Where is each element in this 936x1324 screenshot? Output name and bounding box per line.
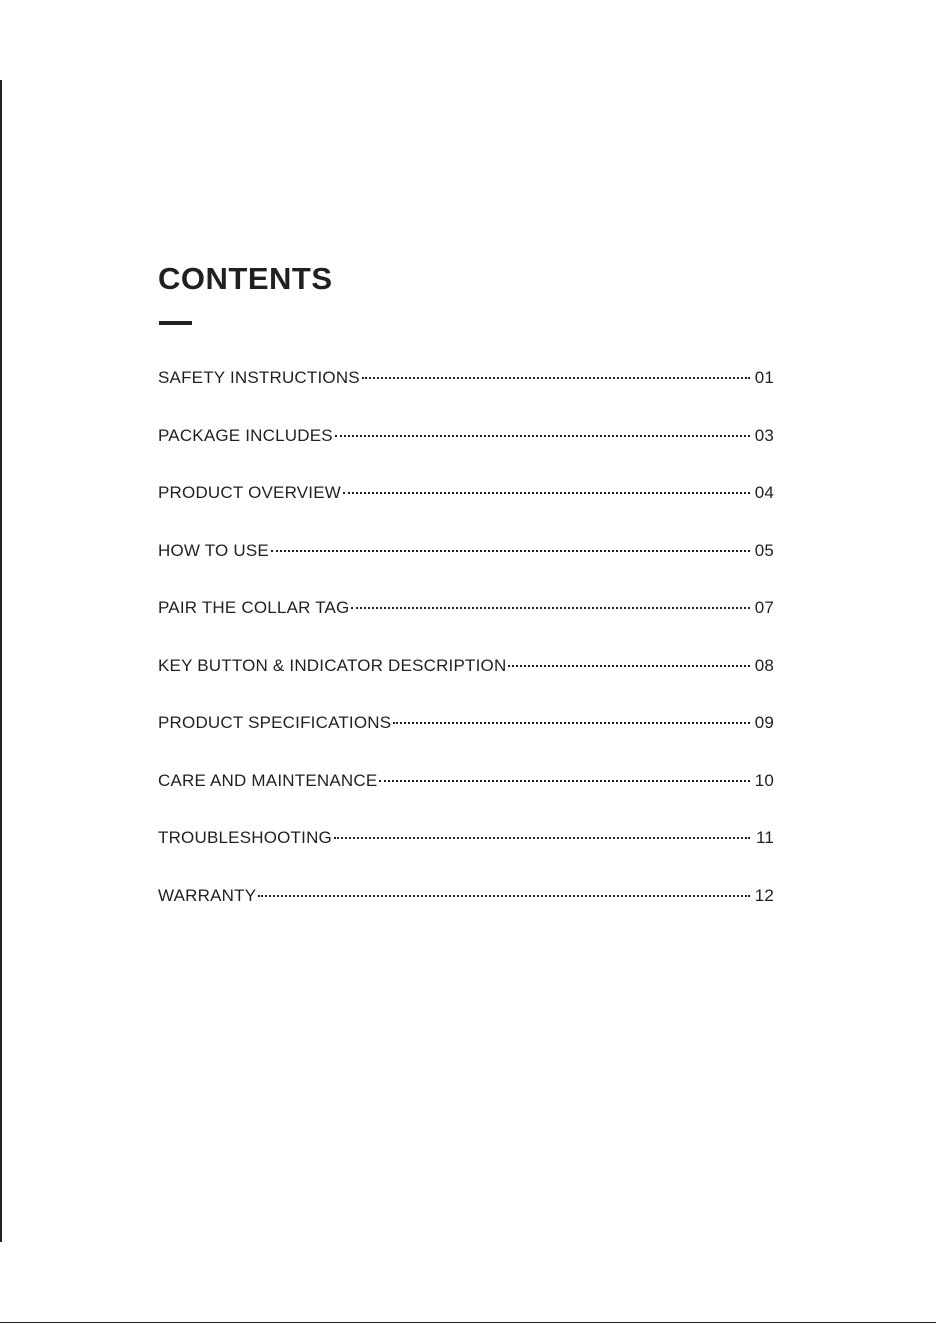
toc-entry-page: 05 (754, 540, 774, 560)
toc-dot-leader (271, 550, 750, 552)
toc-dot-leader (258, 895, 750, 897)
toc-entry-page: 08 (754, 655, 774, 675)
toc-entry-page: 04 (754, 483, 774, 502)
toc-dot-leader (335, 435, 750, 437)
toc-entry[interactable] (158, 709, 774, 767)
toc-entry-label: PRODUCT SPECIFICATIONS (158, 713, 392, 732)
toc-entry-label: SAFETY INSTRUCTIONS (158, 368, 360, 387)
toc-entry-label: PACKAGE INCLUDES (158, 425, 333, 445)
toc-entry-label: PRODUCT OVERVIEW (158, 483, 341, 502)
toc-dot-leader (508, 665, 750, 667)
toc-entry-page: 12 (754, 885, 774, 905)
toc-entry[interactable] (158, 537, 774, 595)
toc-entry[interactable] (158, 652, 774, 710)
page-title: CONTENTS (158, 261, 333, 296)
left-margin-rule (0, 80, 2, 1242)
toc-entry-label: KEY BUTTON & INDICATOR DESCRIPTION (158, 655, 507, 675)
toc-dot-leader (362, 377, 750, 379)
toc-entry-page: 07 (754, 598, 774, 617)
title-underline (159, 321, 192, 325)
toc-entry[interactable] (158, 767, 774, 825)
toc-dot-leader (379, 780, 750, 782)
toc-entry[interactable] (158, 479, 774, 537)
toc-entry-page: 10 (754, 770, 774, 790)
toc-entry-page: 11 (755, 828, 774, 847)
bottom-margin-rule (0, 1322, 936, 1323)
toc-dot-leader (393, 722, 750, 724)
toc-entry[interactable] (158, 824, 774, 882)
toc-entry-label: TROUBLESHOOTING (158, 828, 332, 847)
toc-entry-label: HOW TO USE (158, 540, 269, 560)
toc-entry[interactable] (158, 422, 774, 480)
toc-dot-leader (343, 492, 750, 494)
toc-entry-page: 01 (754, 368, 774, 387)
toc-dot-leader (334, 837, 750, 839)
toc-dot-leader (351, 607, 750, 609)
toc-entry-label: WARRANTY (158, 885, 257, 905)
toc-entry-page: 03 (754, 425, 774, 445)
toc-entry-page: 09 (754, 713, 774, 732)
toc-entry[interactable] (158, 364, 774, 422)
toc-entry-label: PAIR THE COLLAR TAG (158, 598, 350, 617)
toc-entry[interactable] (158, 882, 774, 940)
toc-entry[interactable] (158, 594, 774, 652)
toc-entry-label: CARE AND MAINTENANCE (158, 770, 378, 790)
table-of-contents (158, 364, 774, 939)
